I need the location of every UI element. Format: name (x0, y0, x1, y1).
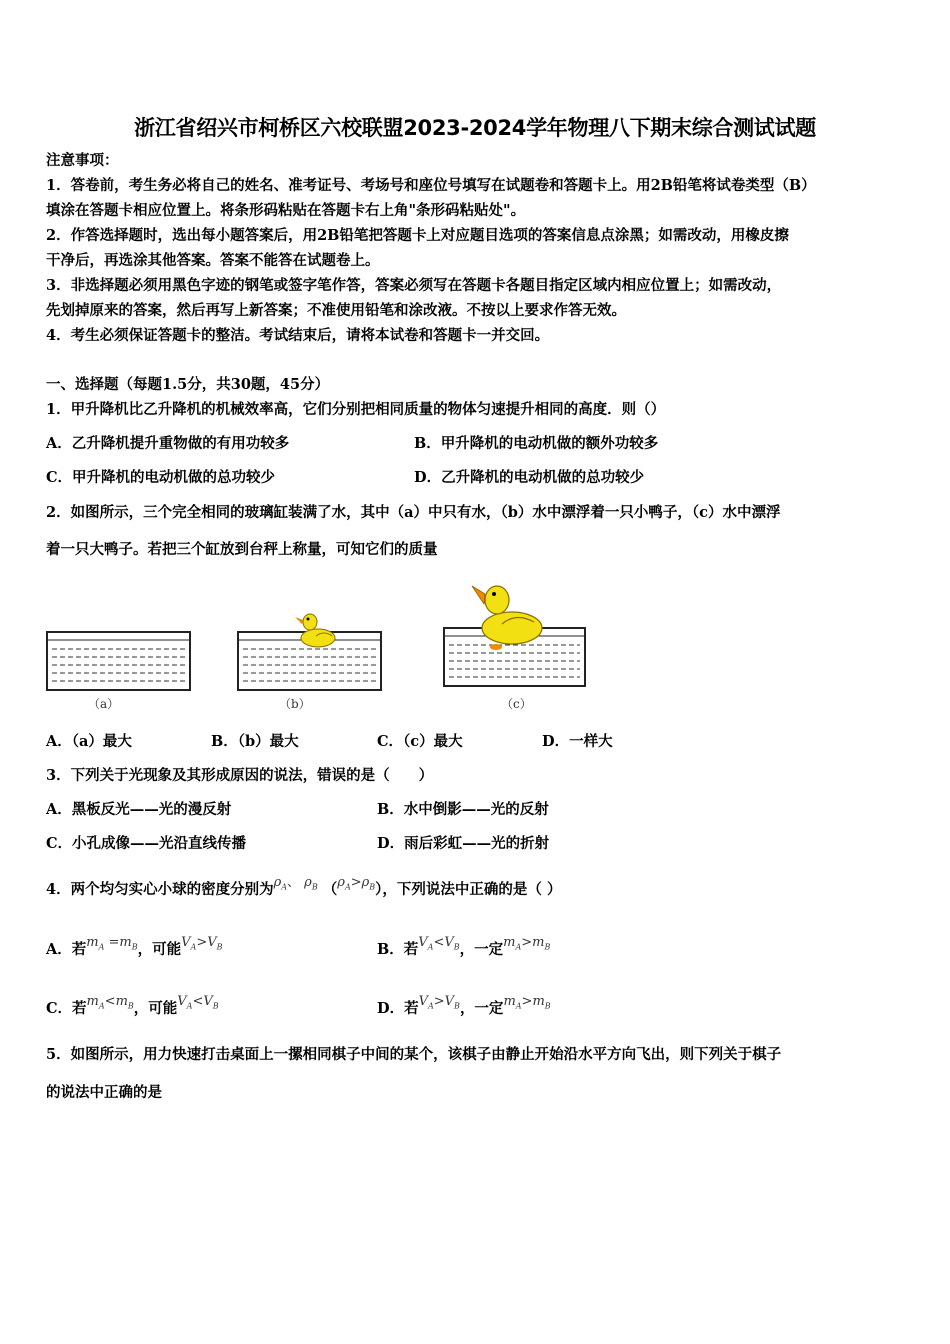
q4-option-c-result: $V_A<V_B$ (177, 994, 219, 1011)
q4-option-d-result: $m_A>m_B$ (503, 994, 551, 1011)
fig-label-b: （b） (279, 697, 311, 711)
notice-line: 干净后，再选涂其他答案。答案不能答在试题卷上。 (46, 252, 380, 269)
q4-option-d[interactable] (377, 994, 551, 1025)
notice-heading: 注意事项： (46, 152, 119, 169)
q2-stem-cont: 着一只大鸭子。若把三个缸放到台秤上称量，可知它们的质量 (46, 541, 438, 558)
q4-option-b-result: $m_A>m_B$ (503, 935, 551, 952)
q3-option-b[interactable]: B．水中倒影——光的反射 (377, 801, 549, 818)
q3-option-d[interactable]: D．雨后彩虹——光的折射 (377, 835, 550, 852)
notice-line: 先划掉原来的答案，然后再写上新答案；不准使用铅笔和涂改液。不按以上要求作答无效。 (46, 302, 626, 319)
notice-line: 4．考生必须保证答题卡的整洁。考试结束后，请将本试卷和答题卡一并交回。 (46, 327, 550, 344)
q4-option-b-prefix: B．若 (377, 941, 419, 958)
fig-label-c: （c） (501, 697, 532, 711)
notice-line: 3．非选择题必须用黑色字迹的钢笔或签字笔作答，答案必须写在答题卡各题目指定区域内相应位置上；如需改动， (46, 277, 782, 294)
q4-stem-post: ），下列说法中正确的是（ ） (375, 881, 562, 898)
q1-option-a[interactable]: A．乙升降机提升重物做的有用功较多 (46, 435, 290, 452)
q4-option-c-mid: ，可能 (133, 1000, 178, 1017)
q4-density-relation: $\rho_A>\rho_B$ (337, 875, 376, 892)
q4-stem: 4．两个均匀实心小球的密度分别为$\rho_A$、 $\rho_B$ $(\rho_A>\rho_B)$，下列说法中正确的是（ ） (46, 875, 562, 898)
q2-option-c[interactable]: C．（c）最大 (377, 733, 463, 750)
q4-option-a-result: $V_A>V_B$ (181, 935, 223, 952)
q4-option-a-prefix: A．若 (46, 941, 87, 958)
section-heading: 一、选择题（每题1.5分，共30题，45分） (46, 376, 330, 393)
q4-option-b-condition: $V_A<V_B$ (418, 935, 460, 952)
q4-option-d-condition: $V_A>V_B$ (418, 994, 460, 1011)
q1-option-c[interactable]: C．甲升降机的电动机做的总功较少 (46, 469, 276, 486)
q4-stem-pre: 4．两个均匀实心小球的密度分别为 (46, 881, 274, 898)
q4-density-formula: $\rho_A$、 $\rho_B$ (273, 875, 318, 892)
q2-option-b[interactable]: B．（b）最大 (211, 733, 299, 750)
exam-title: 浙江省绍兴市柯桥区六校联盟2023-2024学年物理八下期末综合测试试题 (134, 116, 816, 140)
q4-option-b-mid: ，一定 (459, 941, 504, 958)
q2-option-d[interactable]: D．一样大 (542, 733, 613, 750)
q3-option-a[interactable]: A．黑板反光——光的漫反射 (46, 801, 232, 818)
q3-stem: 3．下列关于光现象及其形成原因的说法，错误的是（ ） (46, 767, 434, 784)
q5-stem: 5．如图所示，用力快速打击桌面上一摞相同棋子中间的某个，该棋子由静止开始沿水平方向飞出，则下列关于棋子 (46, 1046, 782, 1063)
fig-label-a: （a） (88, 697, 120, 711)
q4-option-a-condition: $m_A =m_B$ (86, 935, 138, 952)
q2-figure-tanks (44, 576, 588, 714)
q4-option-c-prefix: C．若 (46, 1000, 87, 1017)
q2-stem: 2．如图所示，三个完全相同的玻璃缸装满了水，其中（a）中只有水，（b）水中漂浮着一只小鸭子，（c）水中漂浮 (46, 504, 781, 521)
q4-option-d-mid: ，一定 (459, 1000, 504, 1017)
q4-option-d-prefix: D．若 (377, 1000, 419, 1017)
q4-option-a-mid: ，可能 (137, 941, 182, 958)
notice-line: 1．答卷前，考生务必将自己的姓名、准考证号、考场号和座位号填写在试题卷和答题卡上。用2B铅笔将试卷类型（B） (46, 177, 816, 194)
notice-line: 填涂在答题卡相应位置上。将条形码粘贴在答题卡右上角"条形码粘贴处"。 (46, 202, 526, 219)
q3-option-c[interactable]: C．小孔成像——光沿直线传播 (46, 835, 247, 852)
q4-option-c[interactable] (46, 994, 219, 1025)
q2-option-a[interactable]: A．（a）最大 (46, 733, 132, 750)
q4-option-c-condition: $m_A<m_B$ (86, 994, 134, 1011)
q1-option-d[interactable]: D．乙升降机的电动机做的总功较少 (414, 469, 645, 486)
q4-option-b[interactable] (377, 935, 551, 966)
q4-option-a[interactable] (46, 935, 223, 966)
q1-stem: 1．甲升降机比乙升降机的机械效率高，它们分别把相同质量的物体匀速提升相同的高度．则（） (46, 401, 666, 418)
q1-option-b[interactable]: B．甲升降机的电动机做的额外功较多 (414, 435, 659, 452)
notice-line: 2．作答选择题时，选出每小题答案后，用2B铅笔把答题卡上对应题目选项的答案信息点涂黑；如需改动，用橡皮擦 (46, 227, 789, 244)
q5-stem-cont: 的说法中正确的是 (46, 1084, 162, 1101)
